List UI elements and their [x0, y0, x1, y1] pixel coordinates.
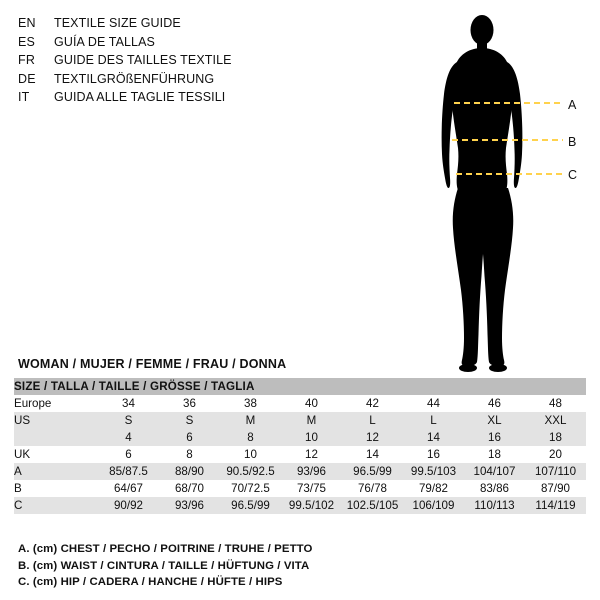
language-code-es: ES [18, 34, 36, 49]
cell: 18 [525, 429, 586, 446]
cell: 114/119 [525, 497, 586, 514]
cell: 20 [525, 446, 586, 463]
cell: 64/67 [98, 480, 159, 497]
cell: 10 [220, 446, 281, 463]
cell: 68/70 [159, 480, 220, 497]
cell: 36 [159, 395, 220, 412]
row-label-uk: UK [14, 446, 98, 463]
row-label-europe: Europe [14, 395, 98, 412]
cell: 38 [220, 395, 281, 412]
cell: 6 [98, 446, 159, 463]
row-label-b: B [14, 480, 98, 497]
cell: 10 [281, 429, 342, 446]
cell: S [159, 412, 220, 429]
cell: 8 [220, 429, 281, 446]
row-label-us: US [14, 412, 98, 429]
language-row-it [18, 90, 318, 109]
cell: 40 [281, 395, 342, 412]
cell: 79/82 [403, 480, 464, 497]
table-row [14, 497, 586, 514]
cell: 14 [403, 429, 464, 446]
language-row-de [18, 72, 318, 91]
cell: 104/107 [464, 463, 525, 480]
row-label-c: C [14, 497, 98, 514]
woman-silhouette-icon [400, 8, 600, 378]
language-text-en: TEXTILE SIZE GUIDE [54, 16, 181, 30]
table-row [14, 429, 586, 446]
cell: 70/72.5 [220, 480, 281, 497]
cell: 96.5/99 [342, 463, 403, 480]
row-label-a: A [14, 463, 98, 480]
cell: L [403, 412, 464, 429]
table-row [14, 412, 586, 429]
cell: 110/113 [464, 497, 525, 514]
language-text-es: GUÍA DE TALLAS [54, 34, 155, 49]
cell: 44 [403, 395, 464, 412]
cell: M [220, 412, 281, 429]
cell: 93/96 [281, 463, 342, 480]
cell: 14 [342, 446, 403, 463]
cell: 90/92 [98, 497, 159, 514]
table-row [14, 480, 586, 497]
cell: 46 [464, 395, 525, 412]
cell: S [98, 412, 159, 429]
language-code-fr: FR [18, 53, 36, 68]
language-text-it: GUIDA ALLE TAGLIE TESSILI [54, 90, 226, 105]
measure-label-b: B [568, 135, 577, 149]
table-row [14, 395, 586, 412]
language-code-it: IT [18, 90, 30, 105]
cell: 12 [281, 446, 342, 463]
language-row-fr [18, 53, 318, 72]
table-row [14, 446, 586, 463]
language-code-en: EN [18, 16, 36, 30]
cell: 106/109 [403, 497, 464, 514]
cell: 99.5/103 [403, 463, 464, 480]
table-header-row [14, 378, 586, 395]
cell: 76/78 [342, 480, 403, 497]
cell: 96.5/99 [220, 497, 281, 514]
cell: 99.5/102 [281, 497, 342, 514]
size-table-wrapper [14, 378, 586, 514]
measurement-notes [18, 541, 438, 591]
cell: L [342, 412, 403, 429]
measure-label-c: C [568, 168, 578, 182]
language-row-es [18, 35, 318, 54]
cell: 88/90 [159, 463, 220, 480]
note-chest: A. (cm) CHEST / PECHO / POITRINE / TRUHE / PETTO [18, 543, 313, 555]
table-header-cell: SIZE / TALLA / TAILLE / GRÖSSE / TAGLIA [14, 378, 586, 395]
cell: XL [464, 412, 525, 429]
gender-title: WOMAN / MUJER / FEMME / FRAU / DONNA [18, 357, 287, 371]
cell: 93/96 [159, 497, 220, 514]
cell: 42 [342, 395, 403, 412]
cell: 73/75 [281, 480, 342, 497]
table-row [14, 463, 586, 480]
note-hip: C. (cm) HIP / CADERA / HANCHE / HÜFTE / HIPS [18, 576, 283, 588]
cell: 83/86 [464, 480, 525, 497]
cell: 87/90 [525, 480, 586, 497]
note-waist: B. (cm) WAIST / CINTURA / TAILLE / HÜFTUNG / VITA [18, 559, 310, 572]
size-table [14, 378, 586, 514]
woman-figure [400, 8, 600, 378]
measure-label-a: A [568, 98, 577, 112]
cell: 107/110 [525, 463, 586, 480]
language-text-fr: GUIDE DES TAILLES TEXTILE [54, 53, 232, 68]
language-text-de: TEXTILGRÖßENFÜHRUNG [54, 71, 215, 86]
cell: M [281, 412, 342, 429]
language-list [18, 16, 318, 109]
cell: 90.5/92.5 [220, 463, 281, 480]
cell: 18 [464, 446, 525, 463]
cell: 34 [98, 395, 159, 412]
cell: 48 [525, 395, 586, 412]
row-label-us-numeric [14, 429, 98, 446]
language-row-en [18, 16, 318, 35]
cell: 102.5/105 [342, 497, 403, 514]
cell: 16 [464, 429, 525, 446]
cell: 6 [159, 429, 220, 446]
cell: 8 [159, 446, 220, 463]
cell: 12 [342, 429, 403, 446]
cell: 85/87.5 [98, 463, 159, 480]
cell: 16 [403, 446, 464, 463]
language-code-de: DE [18, 71, 36, 86]
cell: XXL [525, 412, 586, 429]
cell: 4 [98, 429, 159, 446]
